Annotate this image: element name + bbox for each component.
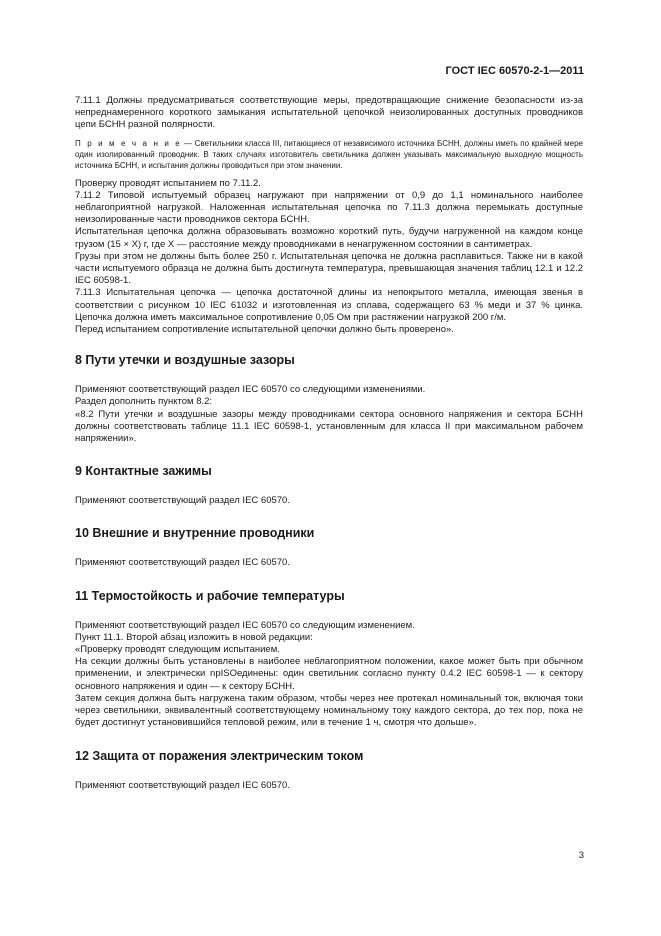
section-12-paragraph-1: Применяют соответствующий раздел IEC 60570. (75, 779, 290, 791)
section-8-paragraph-1: Применяют соответствующий раздел IEC 60570 со следующими изменениями. (75, 384, 426, 396)
paragraph-7-11-3: 7.11.3 Испытательная цепочка — цепочка достаточной длины из непокрытого металла, имеющая звенья в соответствии с рисунком 10 IEC 61032 и изготовленная из сплава, содержащего 63 % меди и 37 % цинка. Цепочка должна иметь максимальное сопротивление 0,05 Ом при растяжении нагрузкой 200 г/м. (75, 287, 583, 323)
section-11-title: 11 Термостойкость и рабочие температуры (75, 588, 345, 603)
section-8-paragraph-2: Раздел дополнить пунктом 8.2: (75, 396, 213, 408)
page-number: 3 (578, 850, 584, 861)
section-9-title: 9 Контактные зажимы (75, 464, 212, 479)
paragraph-weights: Грузы при этом не должны быть более 250 г. Испытательная цепочка не должна расплавиться. Также ни в какой части испытуемого образца не должна быть достигнута температура, превышающая значения таблиц 12.1 и 12.2 IEC 60598-1. (75, 250, 583, 287)
note-label: П р и м е ч а н и е (75, 138, 182, 148)
section-11-paragraph-2: Пункт 11.1. Второй абзац изложить в новой редакции: (75, 631, 313, 643)
section-10-paragraph-1: Применяют соответствующий раздел IEC 60570. (75, 557, 290, 569)
section-11-paragraph-5: Затем секция должна быть нагружена таким образом, чтобы через нее протекал номинальный ток, включая токи через светильники, эквивалентный соответствующему номинальному току каждого сектора, до тех пор, пока не будет достигнут установившийся тепловой режим, или в течение 1 ч, смотря что дольше». (75, 692, 583, 729)
paragraph-7-11-1: 7.11.1 Должны предусматриваться соответствующие меры, предотвращающие снижение безопасности из-за непреднамеренного короткого замыкания испытательной цепочкой неизолированных доступных проводников цепи БСНН разной полярности. (75, 95, 583, 131)
paragraph-test-chain-path: Испытательная цепочка должна образовывать возможно короткий путь, будучи нагруженной на каждом конце грузом (15 × X) г, где X — расстояние между проводниками в ненагруженном состоянии в сантиметрах. (75, 226, 583, 250)
note-text: — Светильники класса III, питающиеся от независимого источника БСНН, должны иметь по крайней мере один изолированный проводник. В таких случаях изготовитель светильника должен указывать максимальную выходную мощность источника БСНН, и испытания должны проводиться при этом значении. (75, 138, 583, 170)
note (75, 138, 583, 171)
section-11-paragraph-3: «Проверку проводят следующим испытанием. (75, 644, 280, 656)
document-header-code: ГОСТ IEC 60570-2-1—2011 (445, 65, 584, 77)
paragraph-7-11-2: 7.11.2 Типовой испытуемый образец нагружают при напряжении от 0,9 до 1,1 номинального наиболее неблагоприятной нагрузкой. Наложенная испытательная цепочка по 7.11.3 должна перемыкать доступные неизолированные части проводников сектора БСНН. (75, 189, 583, 226)
section-9-paragraph-1: Применяют соответствующий раздел IEC 60570. (75, 495, 290, 507)
section-10-title: 10 Внешние и внутренние проводники (75, 526, 315, 541)
document-body (75, 95, 583, 792)
section-8-paragraph-3: «8.2 Пути утечки и воздушные зазоры между проводниками сектора основного напряжения и сектора БСНН должны соответствовать таблице 11.1 IEC 60598-1, установленным для класса II при максимальном рабочем напряжении». (75, 408, 583, 445)
section-11-paragraph-1: Применяют соответствующий раздел IEC 60570 со следующим изменением. (75, 619, 415, 631)
paragraph-resistance-check: Перед испытанием сопротивление испытательной цепочки должно быть проверено». (75, 324, 454, 336)
paragraph-check-7-11-2: Проверку проводят испытанием по 7.11.2. (75, 177, 261, 189)
section-8-title: 8 Пути утечки и воздушные зазоры (75, 353, 295, 368)
section-11-paragraph-4: На секции должны быть установлены в наиболее неблагоприятном положении, какое может быть при обычном применении, и электрически npISOединены: один светильник согласно пункту 0.4.2 IEC 60598-1 — к сектору основного напряжения и один — к сектору БСНН. (75, 656, 583, 692)
section-12-title: 12 Защита от поражения электрическим током (75, 748, 364, 763)
